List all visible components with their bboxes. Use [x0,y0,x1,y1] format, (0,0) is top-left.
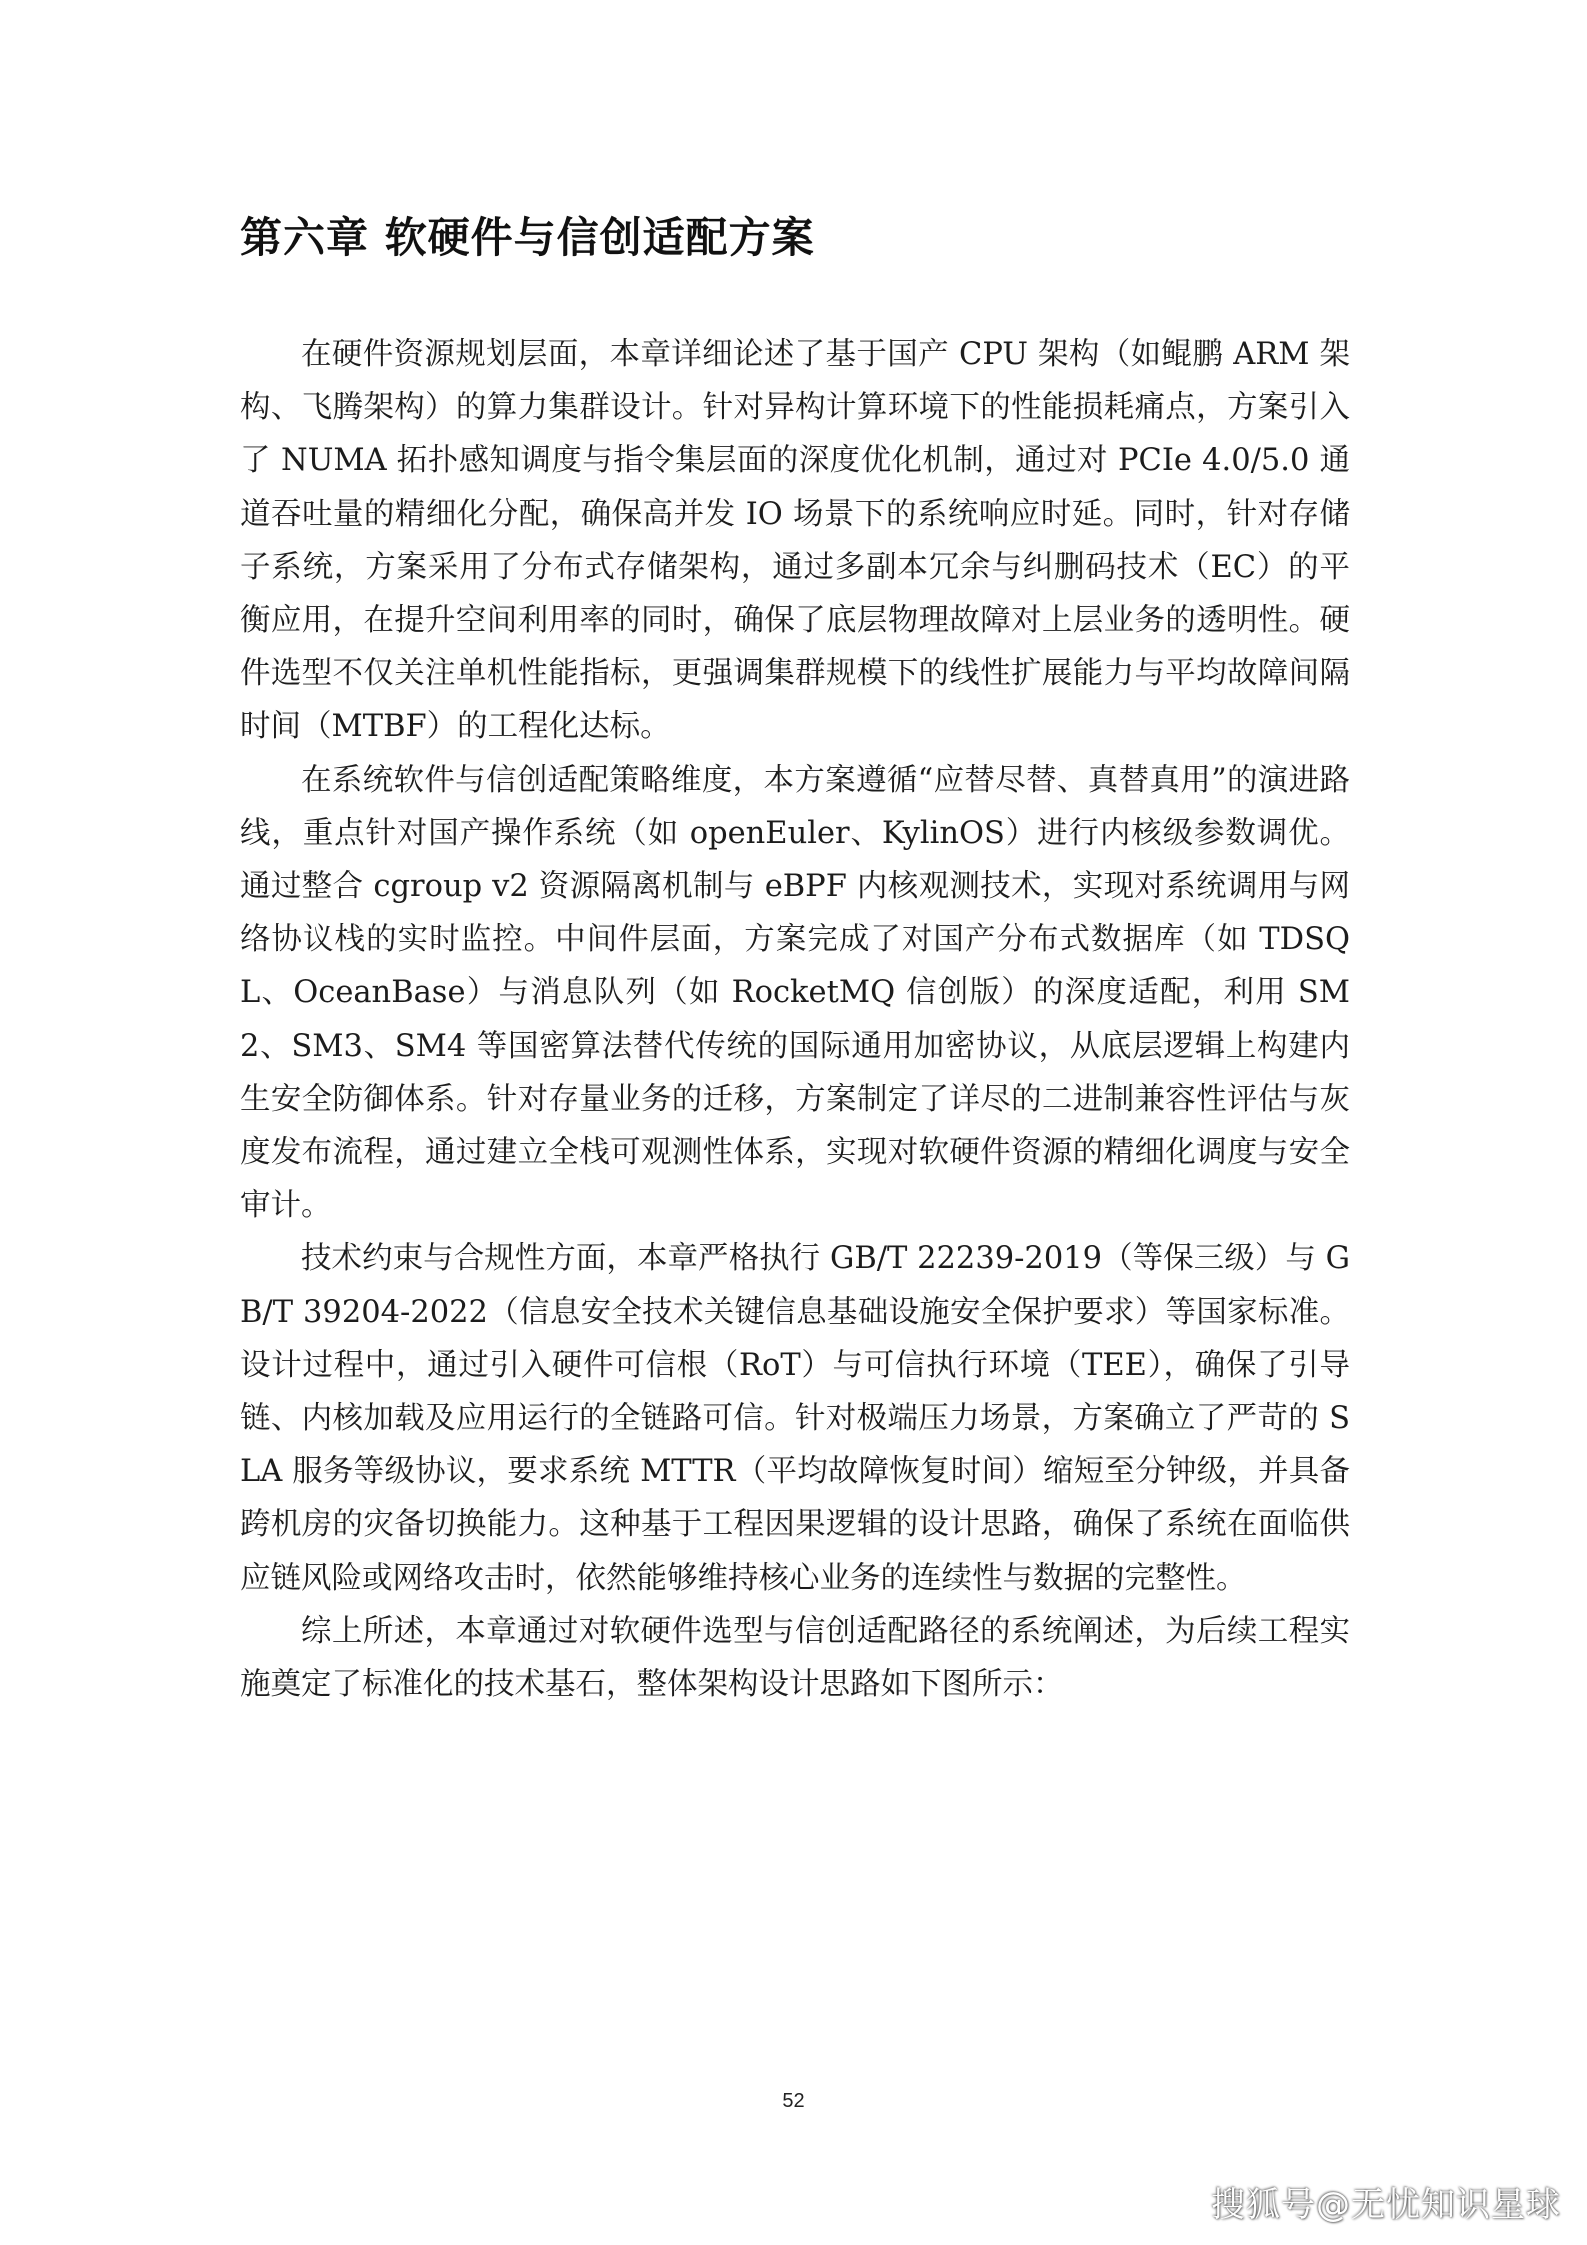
watermark: 搜狐号@无忧知识星球 [1211,2185,1561,2225]
paragraph-software: 在系统软件与信创适配策略维度，本方案遵循“应替尽替、真替真用”的演进路线，重点针对国产操作系统（如 openEuler、KylinOS）进行内核级参数调优。通过整合 cgroup v2 资源隔离机制与 eBPF 内核观测技术，实现对系统调用与网络协议栈的实时监控。中间件层面，方案完成了对国产分布式数据库（如 TDSQL、OceanBase）与消息队列（如 RocketMQ 信创版）的深度适配，利用 SM2、SM3、SM4 等国密算法替代传统的国际通用加密协议，从底层逻辑上构建内生安全防御体系。针对存量业务的迁移，方案制定了详尽的二进制兼容性评估与灰度发布流程，通过建立全栈可观测性体系，实现对软硬件资源的精细化调度与安全审计。 [240,762,1350,1224]
page-number: 52 [782,2090,805,2112]
paragraph-compliance: 技术约束与合规性方面，本章严格执行 GB/T 22239-2019（等保三级）与 GB/T 39204-2022（信息安全技术关键信息基础设施安全保护要求）等国家标准。设计过程中，通过引入硬件可信根（RoT）与可信执行环境（TEE），确保了引导链、内核加载及应用运行的全链路可信。针对极端压力场景，方案确立了严苛的 SLA 服务等级协议，要求系统 MTTR（平均故障恢复时间）缩短至分钟级，并具备跨机房的灾备切换能力。这种基于工程因果逻辑的设计思路，确保了系统在面临供应链风险或网络攻击时，依然能够维持核心业务的连续性与数据的完整性。 [240,1241,1350,1596]
paragraph-hardware: 在硬件资源规划层面，本章详细论述了基于国产 CPU 架构（如鲲鹏 ARM 架构、飞腾架构）的算力集群设计。针对异构计算环境下的性能损耗痛点，方案引入了 NUMA 拓扑感知调度与指令集层面的深度优化机制，通过对 PCIe 4.0/5.0 通道吞吐量的精细化分配，确保高并发 IO 场景下的系统响应时延。同时，针对存储子系统，方案采用了分布式存储架构，通过多副本冗余与纠删码技术（EC）的平衡应用，在提升空间利用率的同时，确保了底层物理故障对上层业务的透明性。硬件选型不仅关注单机性能指标，更强调集群规模下的线性扩展能力与平均故障间隔时间（MTBF）的工程化达标。 [240,337,1350,745]
chapter-title: 第六章 软硬件与信创适配方案 [240,213,815,262]
paragraph-summary: 综上所述，本章通过对软硬件选型与信创适配路径的系统阐述，为后续工程实施奠定了标准化的技术基石，整体架构设计思路如下图所示： [240,1613,1350,1703]
body-text [240,328,1350,1711]
